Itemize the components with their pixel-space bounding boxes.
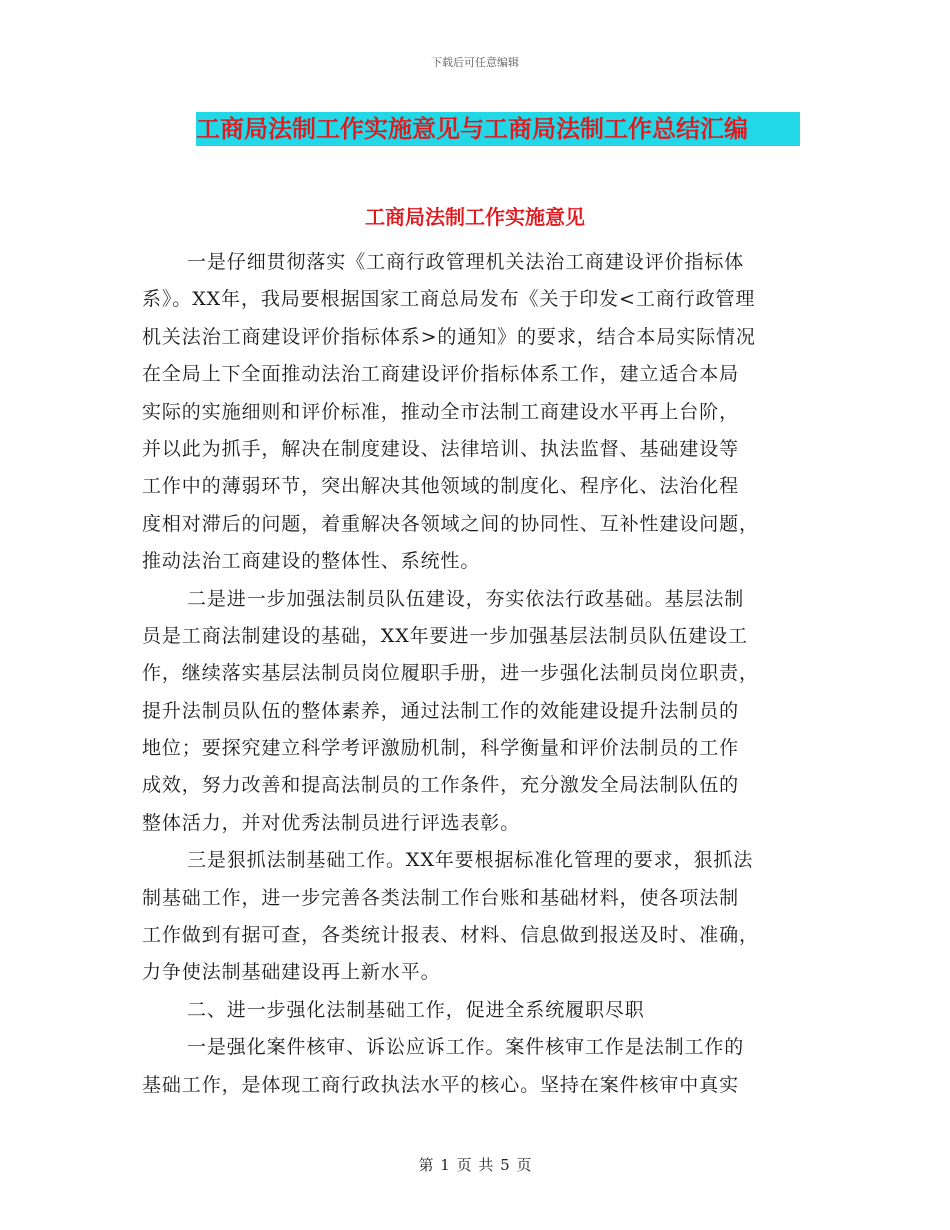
paragraph-1-line: 一是仔细贯彻落实《工商行政管理机关法治工商建设评价指标体	[187, 251, 745, 273]
paragraph-1-line: 机关法治工商建设评价指标体系>的通知》的要求，结合本局实际情况	[142, 325, 756, 348]
document-main-title: 工商局法制工作实施意见与工商局法制工作总结汇编	[196, 112, 800, 146]
paragraph-2-line: 员是工商法制建设的基础，XX年要进一步加强基层法制员队伍建设工	[142, 624, 748, 647]
paragraph-1-line: 系》。XX年，我局要根据国家工商总局发布《关于印发<工商行政管理	[142, 288, 756, 311]
paragraph-1-line: 并以此为抓手，解决在制度建设、法律培训、执法监督、基础建设等	[142, 437, 740, 460]
paragraph-3-line: 三是狠抓法制基础工作。XX年要根据标准化管理的要求，狠抓法	[187, 849, 754, 872]
paragraph-2-line: 作，继续落实基层法制员岗位履职手册，进一步强化法制员岗位职责，	[142, 662, 759, 685]
paragraph-1-line: 实际的实施细则和评价标准，推动全市法制工商建设水平再上台阶，	[142, 400, 740, 423]
body-text	[142, 244, 804, 1104]
section-heading-line: 二、进一步强化法制基础工作，促进全系统履职尽职	[187, 998, 645, 1021]
paragraph-3-line: 力争使法制基础建设再上新水平。	[142, 961, 441, 984]
paragraph-2-line: 提升法制员队伍的整体素养，通过法制工作的效能建设提升法制员的	[142, 699, 740, 722]
paragraph-2-line: 整体活力，并对优秀法制员进行评选表彰。	[142, 811, 521, 834]
paragraph-4-line: 基础工作，是体现工商行政执法水平的核心。坚持在案件核审中真实	[142, 1073, 740, 1096]
paragraph-1-line: 在全局上下全面推动法治工商建设评价指标体系工作，建立适合本局	[142, 363, 740, 386]
paragraph-4-line: 一是强化案件核审、诉讼应诉工作。案件核审工作是法制工作的	[187, 1036, 745, 1059]
paragraph-1-line: 推动法治工商建设的整体性、系统性。	[142, 550, 481, 573]
paragraph-2-line: 地位；要探究建立科学考评激励机制，科学衡量和评价法制员的工作	[142, 737, 740, 760]
page-number-footer: 第 1 页 共 5 页	[418, 1156, 532, 1174]
paragraph-2-line: 成效，努力改善和提高法制员的工作条件，充分激发全局法制队伍的	[142, 774, 740, 797]
header-note: 下载后可任意编辑	[431, 56, 519, 69]
paragraph-1-line: 工作中的薄弱环节，突出解决其他领域的制度化、程序化、法治化程	[142, 475, 740, 498]
paragraph-3-line: 制基础工作，进一步完善各类法制工作台账和基础材料，使各项法制	[142, 886, 740, 909]
paragraph-1-line: 度相对滞后的问题，着重解决各领域之间的协同性、互补性建设问题，	[142, 512, 759, 535]
paragraph-3-line: 工作做到有据可查，各类统计报表、材料、信息做到报送及时、准确，	[142, 924, 759, 947]
section-title: 工商局法制工作实施意见	[365, 205, 585, 229]
paragraph-2-line: 二是进一步加强法制员队伍建设，夯实依法行政基础。基层法制	[187, 587, 745, 610]
